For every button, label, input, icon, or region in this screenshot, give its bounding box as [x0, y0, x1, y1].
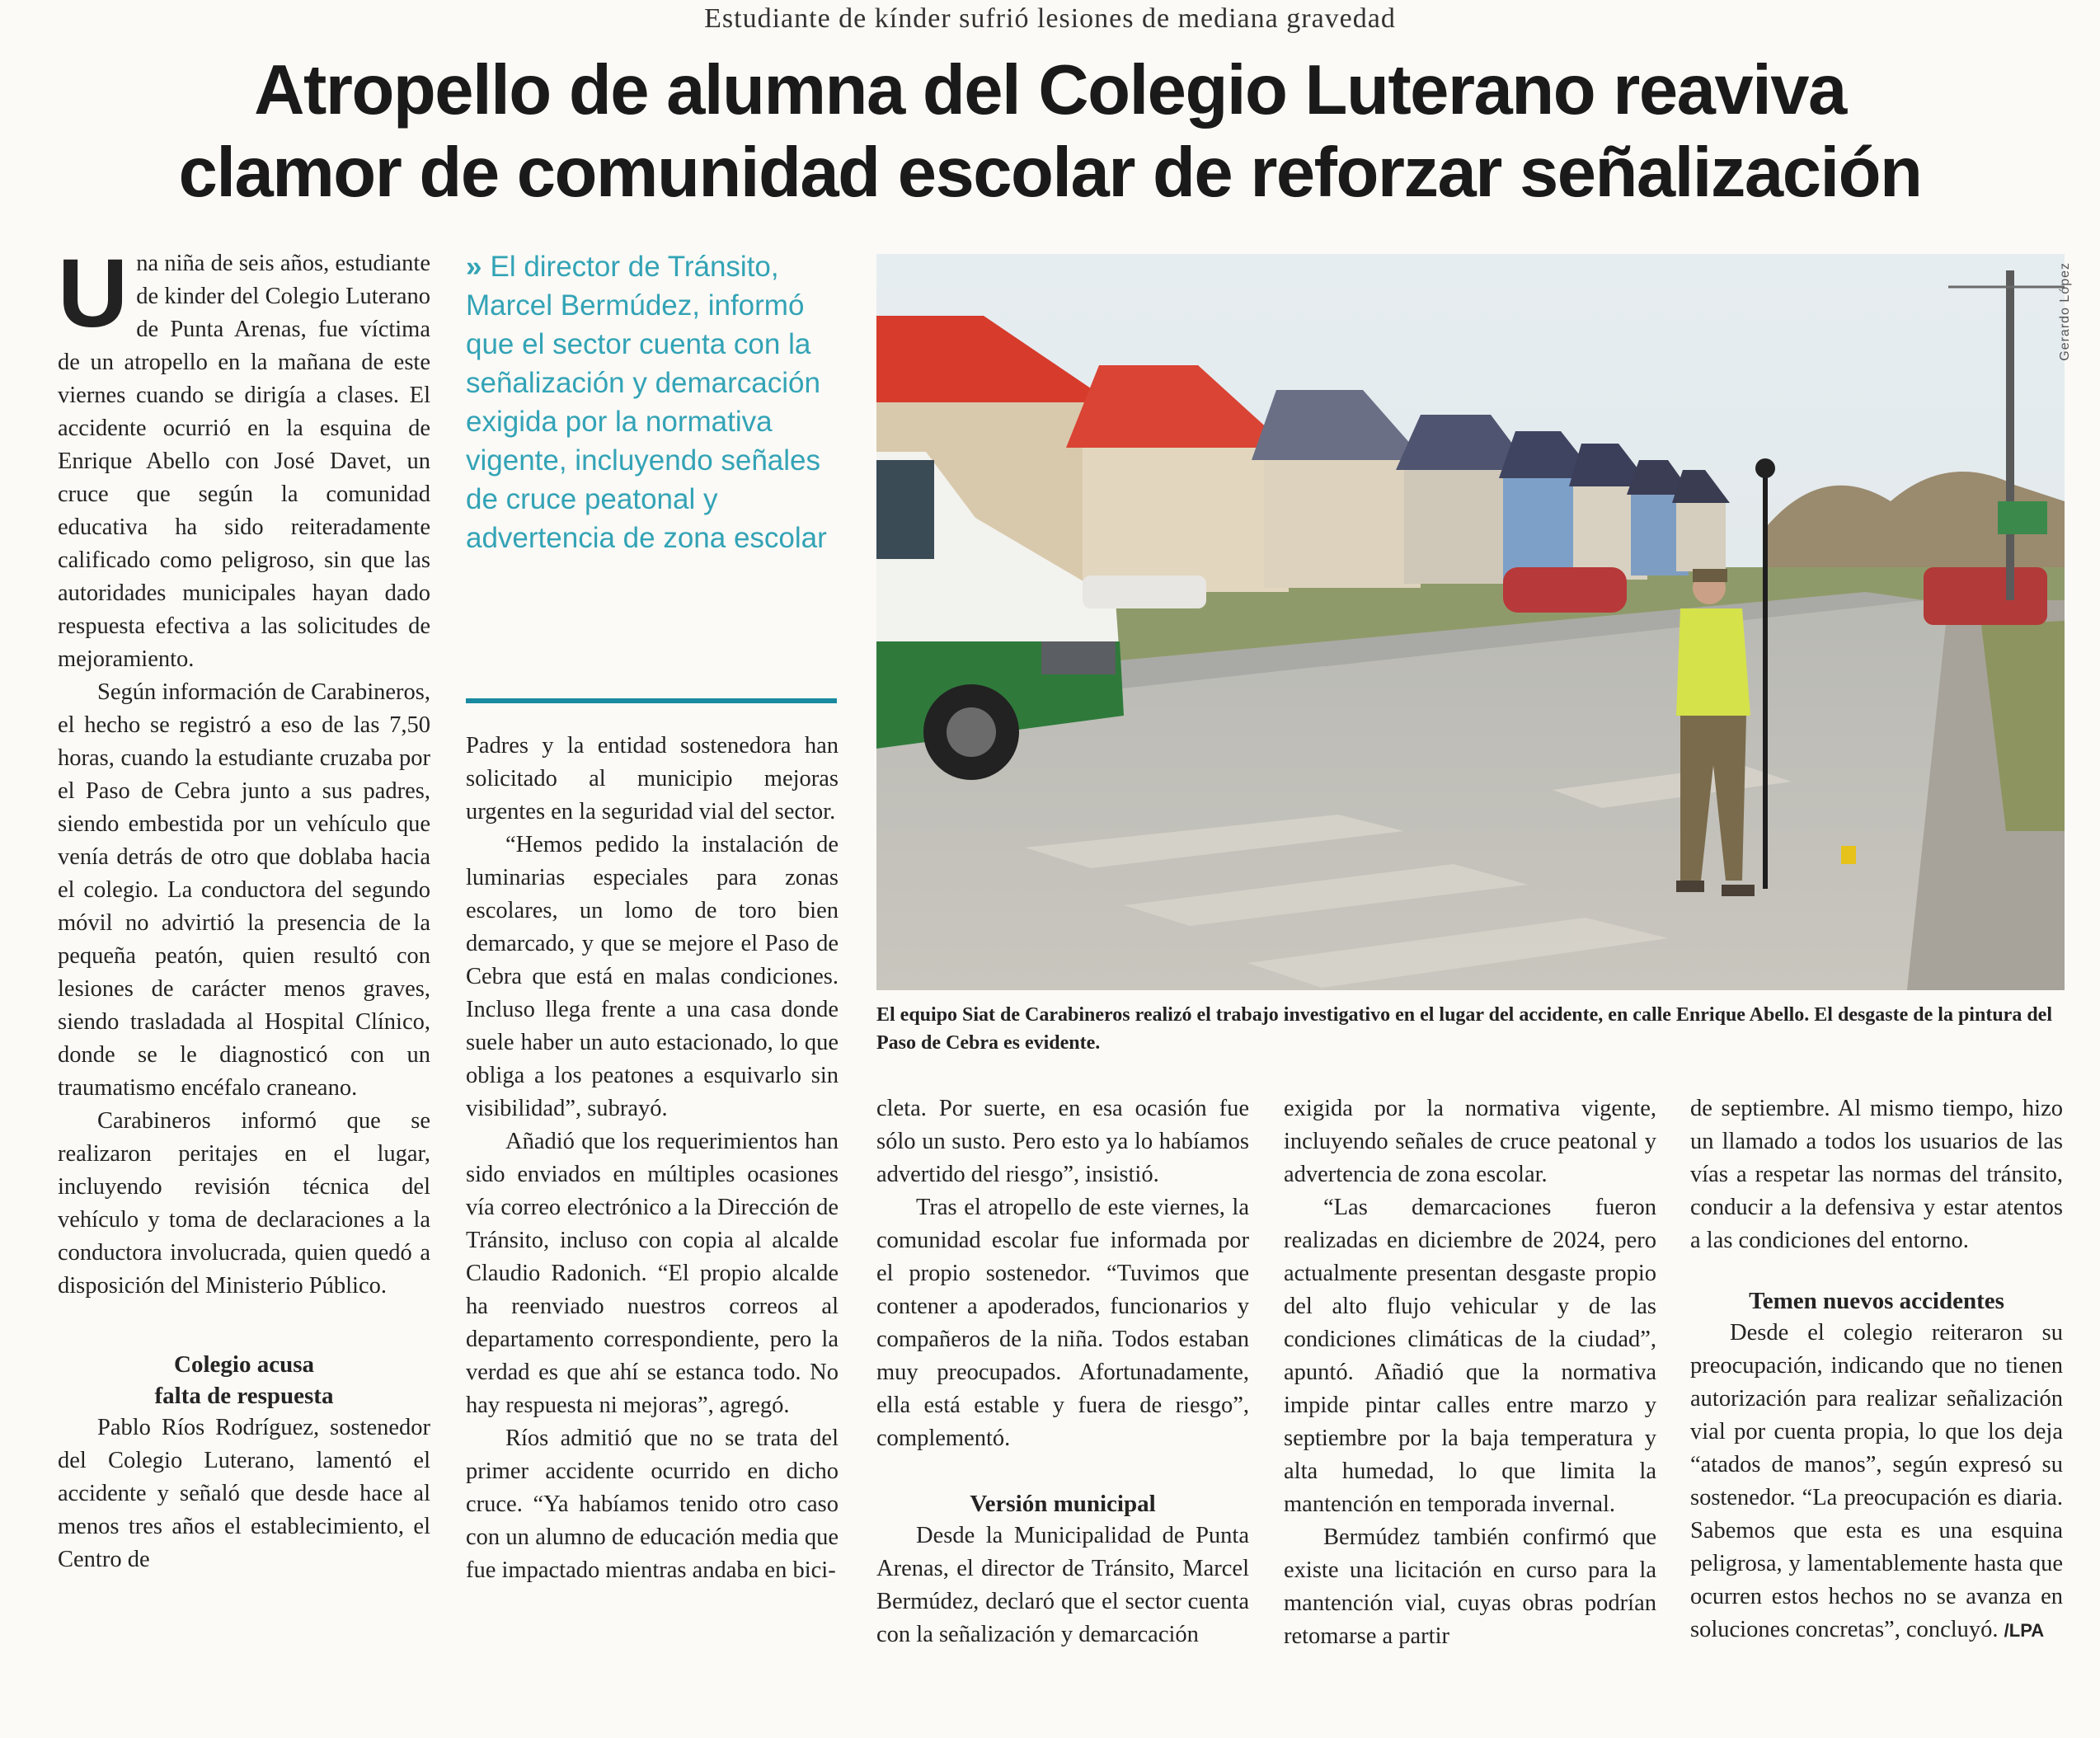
- headline: [82, 49, 2018, 214]
- paragraph: Padres y la entidad sostenedora han solicitado al municipio mejoras urgentes en la seguridad vial del sector.: [466, 733, 839, 824]
- article-column-4: [1284, 1092, 1656, 1653]
- subhead-colegio-acusa: Colegio acusa falta de respuesta: [154, 1351, 334, 1409]
- paragraph: Bermúdez también confirmó que existe una licitación en curso para la mantención vial, cuyas obras podrían retomarse a partir: [1284, 1524, 1656, 1649]
- pull-quote-text: El director de Tránsito, Marcel Bermúdez, informó que el sector cuenta con la señalización y demarcación exigida por la normativa vigente, incluyendo señales de cruce peatonal y advertencia de zona escolar: [466, 251, 827, 554]
- article-column-2: [466, 730, 839, 1587]
- paragraph: Tras el atropello de este viernes, la comunidad escolar fue informada por el propio sostenedor. “Tuvimos que contener a apoderados, funcionarios y compañeros de la niña. Todos estaban muy preocupados. Afortunadamente, ella está estable y fuera de riesgo”, complementó.: [876, 1195, 1249, 1451]
- paragraph: Añadió que los requerimientos han sido enviados en múltiples ocasiones vía correo electrónico a la Dirección de Tránsito, incluso con copia al alcalde Claudio Radonich. “El propio alcalde ha reenviado nuestros correos al departamento correspondiente, pero la verdad es que ahí se estanca todo. No hay respuesta ni mejoras”, agregó.: [466, 1129, 839, 1418]
- paragraph: Carabineros informó que se realizaron peritajes en el lugar, incluyendo revisión técnica del vehículo y toma de declaraciones a la conductora involucrada, quien quedó a disposición del Ministerio Público.: [58, 1108, 430, 1299]
- headline-line-1: Atropello de alumna del Colegio Luterano reaviva: [254, 51, 1846, 129]
- chevron-right-icon: »: [466, 251, 482, 283]
- paragraph: cleta. Por suerte, en esa ocasión fue sólo un susto. Pero esto ya lo habíamos advertido del riesgo”, insistió.: [876, 1096, 1249, 1187]
- photo-credit: Gerardo López: [2058, 262, 2072, 361]
- subhead-version-municipal: Versión municipal: [970, 1491, 1156, 1517]
- paragraph: “Hemos pedido la instalación de luminarias especiales para zonas escolares, un lomo de toro bien demarcado, y que se mejore el Paso de Cebra que está en malas condiciones. Incluso llega frente a una casa donde suele haber un auto estacionado, lo que obliga a los peatones a esquivarlo sin visibilidad”, subrayó.: [466, 832, 839, 1121]
- evidence-marker: [1841, 846, 1856, 864]
- headline-line-2: clamor de comunidad escolar de reforzar señalización: [178, 134, 1922, 212]
- news-photo: [876, 254, 2065, 990]
- paragraph: Desde la Municipalidad de Punta Arenas, el director de Tránsito, Marcel Bermúdez, declaró que el sector cuenta con la señalización y demarcación: [876, 1523, 1249, 1647]
- pull-quote: [466, 247, 829, 557]
- paragraph: de septiembre. Al mismo tiempo, hizo un llamado a todos los usuarios de las vías a respetar las normas del tránsito, conducir a la defensiva y estar atentos a las condiciones del entorno.: [1690, 1096, 2063, 1253]
- signoff: /LPA: [2004, 1620, 2045, 1641]
- subhead-temen-nuevos-accidentes: Temen nuevos accidentes: [1749, 1288, 2004, 1314]
- article-column-3: [876, 1092, 1249, 1651]
- kicker: Estudiante de kínder sufrió lesiones de mediana gravedad: [704, 3, 1396, 34]
- lead-paragraph: Una niña de seis años, estudiante de kinder del Colegio Luterano de Punta Arenas, fue víctima de un atropello en la mañana de este viernes cuando se dirigía a clases. El accidente ocurrió en la esquina de Enrique Abello con José Davet, un cruce que según la comunidad educativa ha sido reiteradamente calificado como peligroso, sin que las autoridades municipales hayan dado respuesta efectiva a las solicitudes de mejoramiento.: [58, 239, 430, 672]
- paragraph: Desde el colegio reiteraron su preocupación, indicando que no tienen autorización para realizar señalización vial por cuenta propia, lo que los deja “atados de manos”, según expresó su sostenedor. “La preocupación es diaria. Sabemos que esta es una esquina peligrosa, y lamentablemente hasta que ocurren estos hechos no se avanza en soluciones concretas”, concluyó. /LPA: [1690, 1320, 2063, 1642]
- article-column-1: [58, 239, 430, 1576]
- paragraph: Según información de Carabineros, el hecho se registró a eso de las 7,50 horas, cuando la estudiante cruzaba por el Paso de Cebra junto a sus padres, siendo embestida por un vehículo que venía detrás de otro que doblaba hacia el colegio. La conductora del segundo móvil no advirtió la presencia de la pequeña peatón, quien resultó con lesiones de carácter menos graves, siendo trasladada al Hospital Clínico, donde se le diagnosticó con un traumatismo encéfalo craneano.: [58, 679, 430, 1101]
- paragraph: Ríos admitió que no se trata del primer accidente ocurrido en dicho cruce. “Ya habíamos tenido otro caso con un alumno de educación media que fue impactado mientras andaba en bici-: [466, 1426, 839, 1583]
- photo-caption: El equipo Siat de Carabineros realizó el trabajo investigativo en el lugar del accidente, en calle Enrique Abello. El desgaste de la pintura del Paso de Cebra es evidente.: [876, 1004, 2052, 1054]
- paragraph: exigida por la normativa vigente, incluyendo señales de cruce peatonal y advertencia de zona escolar.: [1284, 1096, 1656, 1187]
- paragraph: “Las demarcaciones fueron realizadas en diciembre de 2024, pero actualmente presentan desgaste propio del alto flujo vehicular y de las condiciones climáticas de la ciudad”, apuntó. Añadió que la normativa impide pintar calles entre marzo y septiembre por la baja temperatura y alta humedad, lo que limita la mantención en temporada invernal.: [1284, 1195, 1656, 1517]
- drop-cap: U: [58, 239, 129, 348]
- paragraph: Pablo Ríos Rodríguez, sostenedor del Colegio Luterano, lamentó el accidente y señaló que desde hace al menos tres años el establecimiento, el Centro de: [58, 1415, 430, 1572]
- pull-quote-divider: [466, 698, 837, 703]
- article-column-5: [1690, 1092, 2063, 1647]
